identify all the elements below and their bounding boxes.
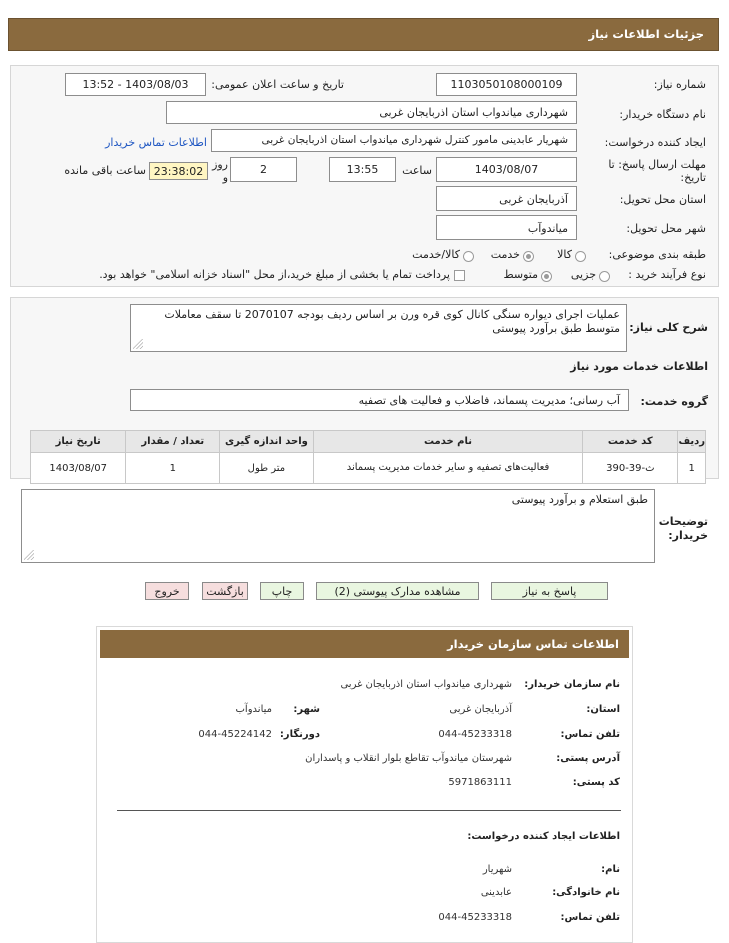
buyer-contact-link[interactable]: اطلاعات تماس خریدار [105,136,207,149]
city-field: میاندوآب [436,215,577,240]
col-row: ردیف [678,431,706,453]
service-group-field: آب رسانی؛ مدیریت پسماند، فاضلاب و فعالیت های تصفیه [130,389,629,411]
city-label: شهر محل تحویل: [626,222,706,235]
radio-icon [463,251,474,262]
creator-last-name-label: نام خانوادگی: [552,887,620,898]
creator-field: شهریار عابدینی مامور کنترل شهرداری میاندواب استان اذربایجان غربی [211,129,577,152]
col-date: تاریخ نیاز [31,431,126,453]
and-label: و [222,171,228,184]
deadline-label-1: مهلت ارسال پاسخ: تا [608,158,706,171]
col-code: کد خدمت [583,431,678,453]
buyer-notes-label-1: توضیحات [658,515,708,528]
cell-row: 1 [678,453,706,484]
service-group-label: گروه خدمت: [640,395,708,408]
category-goods-label: کالا [557,248,572,261]
category-radio-goods-service[interactable] [463,249,474,262]
cell-code: ث-39-390 [583,453,678,484]
checkbox-icon [454,270,465,281]
reply-button[interactable]: پاسخ به نیاز [491,582,608,600]
cell-date: 1403/08/07 [31,453,126,484]
contact-org: شهرداری میاندواب استان اذربایجان غربی [340,679,512,690]
contact-city-label: شهر: [293,704,320,715]
table-row [31,453,706,484]
contact-province-label: استان: [586,704,620,715]
category-goods-service-label: کالا/خدمت [412,248,460,261]
buyer-org-field: شهرداری میاندواب استان اذربایجان غربی [166,101,577,124]
resize-grip-icon[interactable] [133,339,143,349]
deadline-time-field: 13:55 [329,157,396,182]
buyer-notes-label-2: خریدار: [668,529,708,542]
purchase-radio-minor[interactable] [599,269,610,282]
contact-province: آذربایجان غربی [449,704,512,715]
contact-header [100,630,629,658]
contact-postal-label: کد پستی: [572,777,620,788]
days-field: 2 [230,157,297,182]
announce-field: 1403/08/03 - 13:52 [65,73,206,96]
contact-phone: 044-45233318 [438,729,512,740]
creator-label: ایجاد کننده درخواست: [604,136,706,149]
treasury-note: پرداخت تمام یا بخشی از مبلغ خرید،از محل "اسناد خزانه اسلامی" خواهد بود. [99,268,450,281]
remaining-label: ساعت باقی مانده [64,164,146,177]
purchase-type-label: نوع فرآیند خرید : [628,268,706,281]
exit-button[interactable]: خروج [145,582,189,600]
services-section-title: اطلاعات خدمات مورد نیاز [570,360,708,373]
contact-address: شهرستان میاندوآب تقاطع بلوار انقلاب و پاسداران [305,753,512,764]
announce-label: تاریخ و ساعت اعلان عمومی: [211,78,344,91]
page-title: جزئیات اطلاعات نیاز [588,27,704,41]
contact-address-label: آدرس پستی: [556,753,620,764]
deadline-date-field: 1403/08/07 [436,157,577,182]
need-number-label: شماره نیاز: [653,78,706,91]
purchase-medium-label: متوسط [503,268,538,281]
col-name: نام خدمت [313,431,583,453]
contact-org-label: نام سازمان خریدار: [524,679,620,690]
creator-phone-label: تلفن تماس: [560,912,620,923]
province-label: استان محل تحویل: [619,193,706,206]
deadline-time-label: ساعت [402,164,432,177]
days-label: روز [212,158,228,171]
creator-phone: 044-45233318 [438,912,512,923]
print-button[interactable]: چاپ [260,582,304,600]
purchase-minor-label: جزیی [570,268,596,281]
description-textarea[interactable] [130,304,627,352]
contact-postal: 5971863111 [448,777,512,788]
services-table [30,430,706,484]
table-header-row [31,431,706,453]
buyer-notes-textarea[interactable] [21,489,655,563]
deadline-label-2: تاریخ: [680,171,706,184]
resize-grip-icon[interactable] [24,550,34,560]
radio-selected-icon [523,251,534,262]
creator-first-name: شهریار [482,864,512,875]
cell-unit: متر طول [220,453,314,484]
page-header [8,18,719,51]
contact-city: میاندوآب [235,704,272,715]
description-text: عملیات اجرای دیواره سنگی کانال کوی قره ورن بر اساس ردیف بودجه 2070107 تا سقف معاملات متوسط طبق برآورد پیوستی [164,308,620,335]
category-label: طبقه بندی موضوعی: [608,248,706,261]
treasury-checkbox[interactable] [454,268,465,281]
need-number-field: 1103050108000109 [436,73,577,96]
attachments-button[interactable]: مشاهده مدارک پیوستی (2) [316,582,479,600]
cell-qty: 1 [126,453,220,484]
radio-selected-icon [541,271,552,282]
description-label: شرح کلی نیاز: [629,321,708,334]
radio-icon [599,271,610,282]
remaining-time-field: 23:38:02 [149,162,208,180]
contact-fax-label: دورنگار: [279,729,320,740]
contact-divider [117,810,621,811]
radio-icon [575,251,586,262]
purchase-radio-medium[interactable] [541,269,552,282]
creator-info-title: اطلاعات ایجاد کننده درخواست: [467,831,620,842]
category-service-label: خدمت [490,248,520,261]
col-unit: واحد اندازه گیری [220,431,314,453]
buyer-notes-text: طبق استعلام و برآورد پیوستی [511,493,648,506]
province-field: آذربایجان غربی [436,186,577,211]
buyer-org-label: نام دستگاه خریدار: [619,108,706,121]
contact-fax: 044-45224142 [198,729,272,740]
category-radio-service[interactable] [523,249,534,262]
contact-phone-label: تلفن تماس: [560,729,620,740]
contact-title: اطلاعات تماس سازمان خریدار [447,637,619,651]
creator-first-name-label: نام: [601,864,620,875]
cell-name: فعالیت‌های تصفیه و سایر خدمات مدیریت پسماند [313,453,583,484]
back-button[interactable]: بازگشت [202,582,248,600]
creator-last-name: عابدینی [480,887,512,898]
category-radio-goods[interactable] [575,249,586,262]
col-qty: تعداد / مقدار [126,431,220,453]
